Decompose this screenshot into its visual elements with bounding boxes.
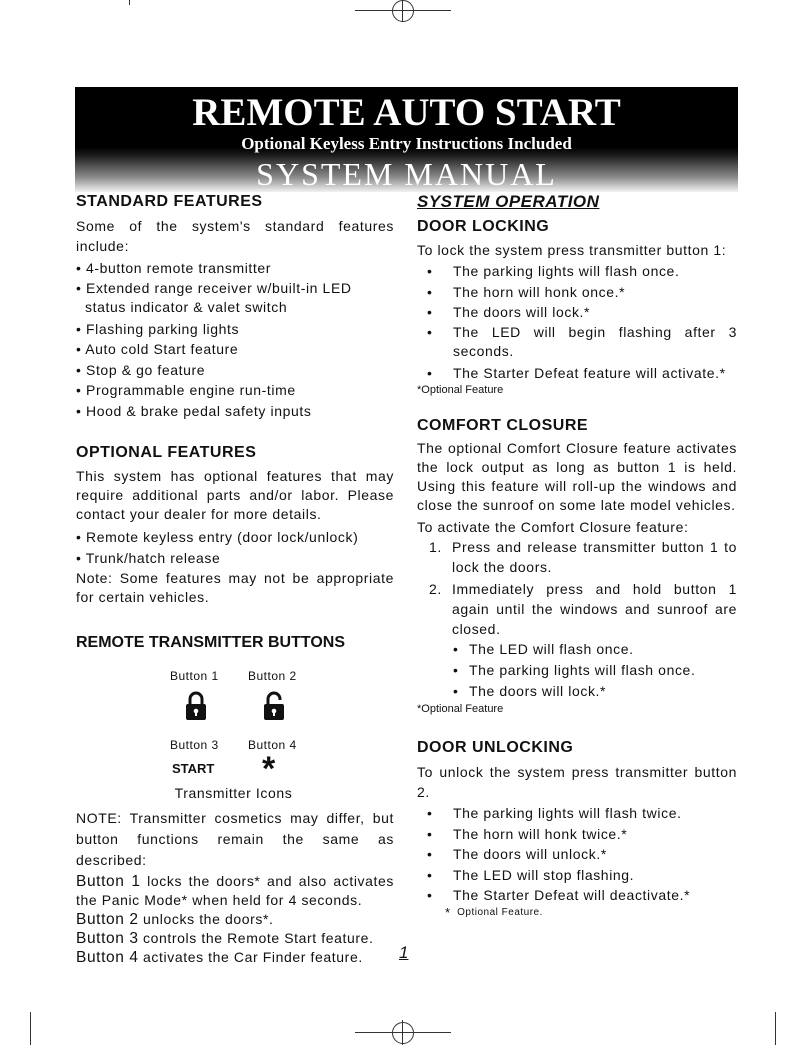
- list-item: • Programmable engine run-time: [76, 382, 296, 398]
- door-locking-heading: DOOR LOCKING: [417, 218, 550, 235]
- standard-features-heading: STANDARD FEATURES: [76, 193, 263, 210]
- optional-features-list: [76, 527, 394, 568]
- button2-label: Button 2: [248, 669, 297, 683]
- comfort-closure-steps: [417, 537, 737, 639]
- list-item: • The parking lights will flash once.: [417, 261, 737, 282]
- transmitter-icons: [76, 657, 394, 801]
- list-item: • The LED will stop flashing.: [417, 865, 737, 886]
- list-item: • The horn will honk twice.*: [417, 824, 737, 845]
- list-item: • The parking lights will flash twice.: [417, 803, 737, 824]
- door-locking-footnote: *Optional Feature: [417, 384, 504, 396]
- button2-description: Button 2 unlocks the doors*.: [76, 911, 274, 928]
- button1-description: Button 1 locks the doors* and also activates the Panic Mode* when held for 4 seconds.: [76, 873, 394, 908]
- door-unlocking-intro: To unlock the system press transmitter button 2.: [417, 764, 737, 800]
- comfort-closure-intro: The optional Comfort Closure feature activates the lock output as long as button 1 is held. Using this feature will roll-up the windows and close the sunroof on some late model vehicles.: [417, 440, 737, 513]
- comfort-closure-footnote: *Optional Feature: [417, 703, 504, 715]
- list-item: • The Starter Defeat feature will activate.*: [417, 363, 737, 384]
- right-column: [417, 192, 737, 920]
- button4-label: Button 4: [248, 738, 297, 752]
- asterisk-icon: *: [262, 750, 276, 788]
- list-item: • The doors will lock.*: [417, 681, 737, 702]
- button3-label: Button 3: [170, 738, 219, 752]
- list-item: • The doors will unlock.*: [417, 844, 737, 865]
- list-item: • The LED will begin flashing after 3 seconds.: [417, 323, 737, 361]
- button-descriptions: [76, 872, 394, 967]
- transmitter-heading: REMOTE TRANSMITTER BUTTONS: [76, 634, 346, 651]
- list-item: 1. Press and release transmitter button 1 to lock the doors.: [429, 539, 737, 575]
- comfort-closure-results: [417, 639, 737, 702]
- list-item: • Remote keyless entry (door lock/unlock): [76, 529, 359, 545]
- door-unlocking-footnote: * Optional Feature.: [445, 904, 543, 920]
- list-item: • 4-button remote transmitter: [76, 260, 272, 276]
- list-item: • The LED will flash once.: [417, 639, 737, 660]
- standard-features-intro: Some of the system's standard features include:: [76, 218, 394, 254]
- comfort-closure-heading: COMFORT CLOSURE: [417, 417, 589, 434]
- page-number: 1: [399, 943, 409, 962]
- title-banner: [75, 87, 738, 192]
- door-locking-list: [417, 261, 737, 383]
- door-unlocking-heading: DOOR UNLOCKING: [417, 739, 574, 756]
- button1-label: Button 1: [170, 669, 219, 683]
- unlock-icon: [263, 691, 285, 721]
- door-locking-intro: To lock the system press transmitter button 1:: [417, 242, 727, 258]
- standard-features-list: [76, 258, 394, 421]
- list-item: 2. Immediately press and hold button 1 again until the windows and sunroof are closed.: [429, 581, 737, 637]
- optional-features-note: Note: Some features may not be appropriate for certain vehicles.: [76, 570, 394, 605]
- system-operation-heading: SYSTEM OPERATION: [417, 192, 600, 211]
- button3-description: Button 3 controls the Remote Start feature.: [76, 930, 374, 947]
- list-item: • The Starter Defeat will deactivate.*: [417, 885, 737, 906]
- start-icon: START: [172, 761, 215, 776]
- manual-title: REMOTE AUTO START: [192, 91, 621, 134]
- list-item: • The parking lights will flash once.: [417, 660, 737, 681]
- list-item: • The doors will lock.*: [417, 302, 737, 323]
- list-item: • Trunk/hatch release: [76, 549, 221, 566]
- system-manual-label: SYSTEM MANUAL: [256, 156, 557, 192]
- transmitter-note: NOTE: Transmitter cosmetics may differ, but button functions remain the same as described:: [76, 810, 394, 868]
- manual-subtitle: Optional Keyless Entry Instructions Included: [241, 134, 572, 153]
- transmitter-caption: Transmitter Icons: [174, 785, 293, 801]
- button4-description: Button 4 activates the Car Finder feature.: [76, 949, 363, 966]
- list-item: • Extended range receiver w/built-in LED status indicator & valet switch: [76, 279, 352, 315]
- comfort-closure-activate: To activate the Comfort Closure feature:: [417, 519, 689, 535]
- list-item: • Auto cold Start feature: [76, 341, 239, 357]
- door-unlocking-list: [417, 803, 737, 906]
- optional-features-heading: OPTIONAL FEATURES: [76, 444, 257, 461]
- list-item: • The horn will honk once.*: [417, 282, 737, 303]
- list-item: • Stop & go feature: [76, 361, 206, 378]
- left-column: [76, 192, 394, 967]
- lock-icon: [185, 691, 207, 721]
- list-item: • Hood & brake pedal safety inputs: [76, 402, 312, 419]
- list-item: • Flashing parking lights: [76, 320, 240, 337]
- optional-features-intro: This system has optional features that may require additional parts and/or labor. Please contact your dealer for more details.: [76, 468, 394, 522]
